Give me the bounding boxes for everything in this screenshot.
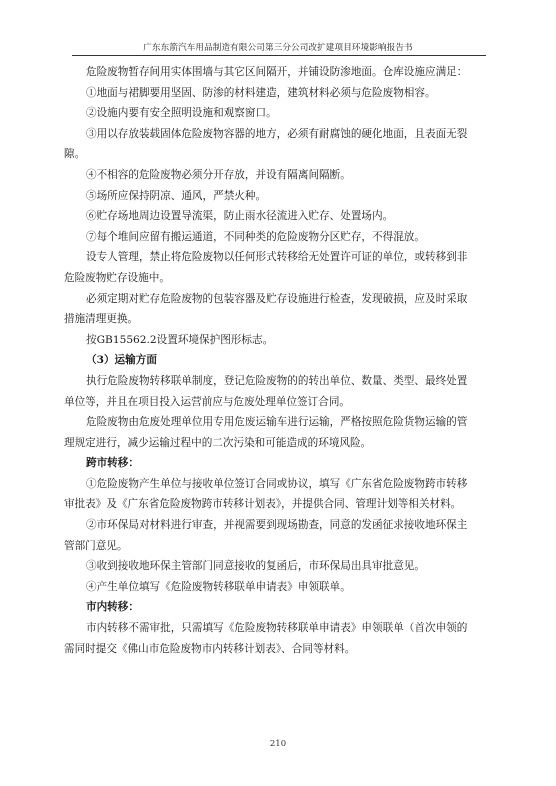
storage-intro-paragraph: 危险废物暂存间用实体围墙与其它区间隔开，并铺设防渗地面。仓库设施应满足：	[86, 66, 468, 78]
transport-2-line-2: 理规定进行，减少运输过程中的二次污染和可能造成的环境风险。	[64, 436, 372, 449]
transport-1-line-2: 单位等，并且在项目投入运营前应与危废处理单位签订合同。	[64, 395, 351, 408]
cross-city-step-4: ④产生单位填写《危险废物转移联单申请表》申领联单。	[86, 580, 351, 593]
storage-item-3	[64, 124, 492, 165]
cross-city-step-2	[64, 515, 492, 556]
transport-1-line-1: 执行危险废物转移联单制度，登记危险废物的的转出单位、数量、类型、最终处置	[86, 374, 468, 387]
storage-item-7: ⑦每个堆间应留有搬运通道，不同种类的危险废物分区贮存，不得混放。	[86, 230, 425, 243]
in-city-paragraph	[64, 618, 492, 659]
storage-item-3-line-2: 隙。	[64, 148, 86, 161]
transport-paragraph-1	[64, 371, 492, 412]
management-paragraph-1	[64, 247, 492, 288]
storage-item-2: ②设施内要有安全照明设施和观察窗口。	[86, 107, 277, 120]
header-rule	[72, 55, 486, 56]
cross-city-heading: 跨市转移：	[86, 457, 139, 470]
storage-item-4: ④不相容的危险废物必须分开存放，并设有隔离间隔断。	[86, 168, 351, 181]
management-2-line-2: 措施清理更换。	[64, 313, 139, 326]
cross-city-step-1	[64, 474, 492, 515]
management-2-line-1: 必须定期对贮存危险废物的包装容器及贮存设施进行检查，发现破损，应及时采取	[86, 292, 468, 305]
gb-standard-line: 按GB15562.2设置环境保护图形标志。	[86, 333, 274, 346]
cross-1-line-1: ①危险废物产生单位与接收单位签订合同或协议，填写《广东省危险废物跨市转移	[86, 477, 468, 490]
in-city-line-1: 市内转移不需审批，只需填写《危险废物转移联单申请表》申领联单（首次申领的	[86, 622, 468, 635]
in-city-heading: 市内转移：	[86, 601, 139, 614]
management-1-line-1: 设专人管理，禁止将危险废物以任何形式转移给无处置许可证的单位，或转移到非	[86, 251, 468, 264]
storage-item-6: ⑥贮存场地周边设置导流渠，防止雨水径流进入贮存、处置场内。	[86, 210, 394, 223]
storage-item-5: ⑤场所应保持阴凉、通风，严禁火种。	[86, 189, 267, 202]
cross-1-line-2: 审批表》及《广东省危险废物跨市转移计划表》，并提供合同、管理计划等相关材料。	[64, 498, 462, 511]
management-paragraph-2	[64, 289, 492, 330]
cross-2-line-1: ②市环保局对材料进行审查，并视需要到现场勘查，同意的发函征求接收地环保主	[86, 519, 468, 532]
page-number: 210	[269, 739, 287, 749]
in-city-line-2: 需同时提交《佛山市危险废物市内转移计划表》、合同等材料。	[64, 642, 356, 655]
storage-item-3-line-1: ③用以存放装载固体危险废物容器的地方，必须有耐腐蚀的硬化地面，且表面无裂	[86, 127, 468, 140]
storage-item-1: ①地面与裙脚要用坚固、防渗的材料建造，建筑材料必须与危险废物相容。	[86, 86, 436, 99]
transport-paragraph-2	[64, 412, 492, 453]
document-body	[64, 62, 492, 659]
cross-2-line-2: 管部门意见。	[64, 539, 128, 552]
management-1-line-2: 危险废物贮存设施中。	[64, 271, 170, 284]
cross-city-step-3: ③收到接收地环保主管部门同意接收的复函后，市环保局出具审批意见。	[86, 560, 425, 573]
running-header: 广东东箭汽车用品制造有限公司第三分公司改扩建项目环境影响报告书	[143, 43, 413, 53]
section-3-heading: （3）运输方面	[86, 354, 157, 367]
transport-2-line-1: 危险废物由危废处理单位用专用危废运输车进行运输，严格按照危险货物运输的管	[86, 416, 468, 429]
